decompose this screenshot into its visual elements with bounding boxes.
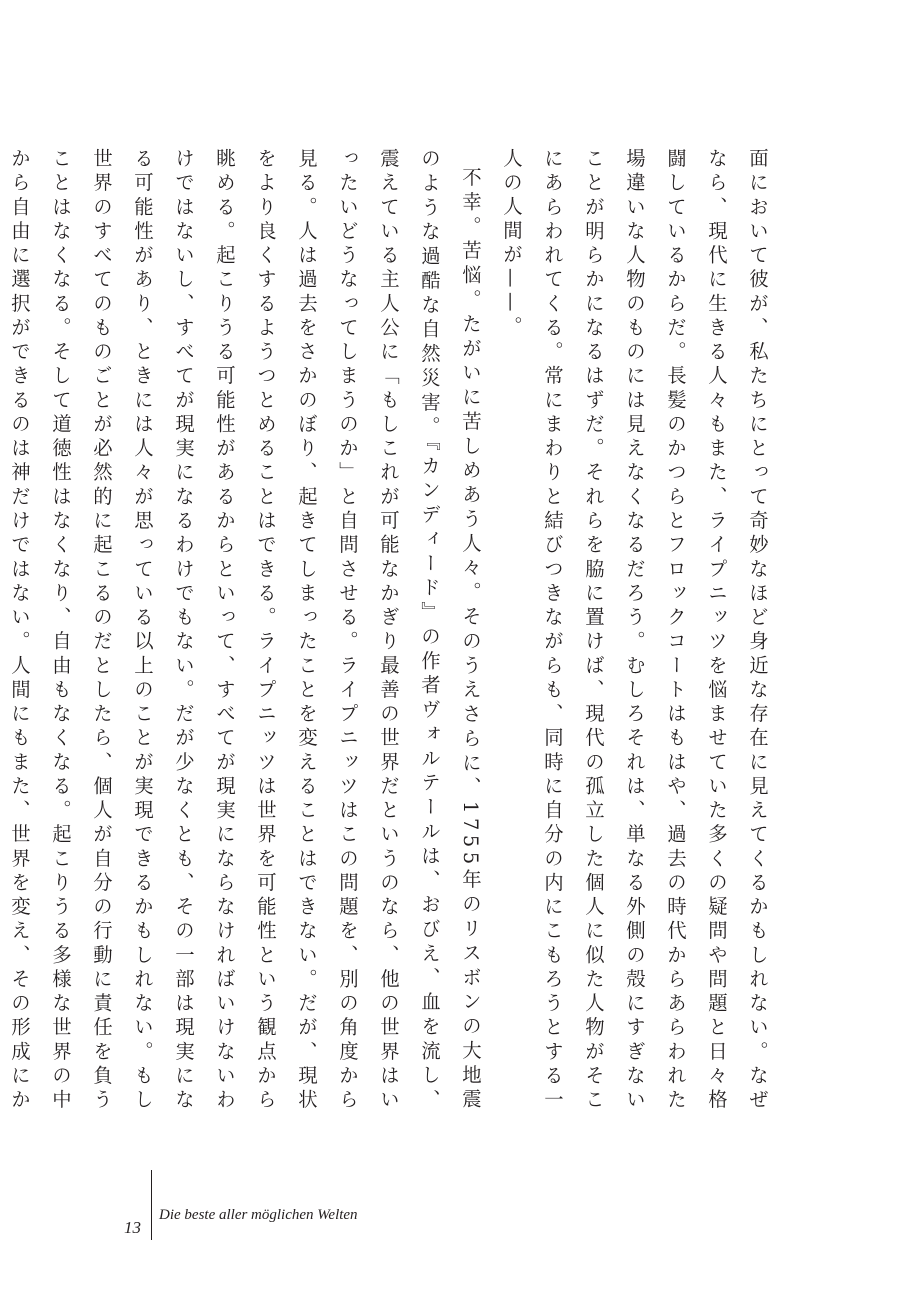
footer-divider xyxy=(151,1170,152,1240)
running-head: Die beste aller möglichen Welten xyxy=(159,1207,358,1223)
page-number: 13 xyxy=(124,1218,141,1237)
paragraph-2: 不幸。苦悩。たがいに苦しめあう人々。そのうえさらに、1755年のリスボンの大地震のような過酷な自然災害。『カンディード』の作者ヴォルテールは、おびえ、血を流し、震えている主人公に「もしこれが可能なかぎり最善の世界だというのなら、他の世界はいったいどうなってしまうのか」と自問させる。ライプニッツはこの問題を、別の角度から見る。人は過去をさかのぼり、起きてしまったことを変えることはできない。だが、現状をより良くするようつとめることはできる。ライプニッツは世界を可能性という観点から眺める。起こりうる可能性があるからといって、すべてが現実にならなければいけないわけではないし、すべてが現実になるわけでもない。だが少なくとも、その一部は現実になる可能性があり、ときには人々が思っている以上のことが実現できるかもしれない。もし世界のすべてのものごとが必然的に起こるのだとしたら、個人が自分の行動に責任を負うことはなくなる。そして道徳性はなくなり、自由もなくなる。起こりうる多様な世界の中から自由に選択ができるのは神だけではない。人間にもまた、世界を変え、その形成にか xyxy=(8,148,482,1113)
body-text xyxy=(8,148,778,1113)
paragraph-1: 面において彼が、私たちにとって奇妙なほど身近な存在に見えてくるかもしれない。なぜなら、現代に生きる人々もまた、ライプニッツを悩ませていた多くの疑問や問題と日々格闘しているからだ。長髪のかつらとフロックコートはもはや、過去の時代からあらわれた場違いな人物のものには見えなくなるだろう。むしろそれは、単なる外側の殻にすぎないことが明らかになるはずだ。それらを脇に置けば、現代の孤立した個人に似た人物がそこにあらわれてくる。常にまわりと結びつきながらも、同時に自分の内にこもろうとする一人の人間が——。 xyxy=(500,148,769,1113)
